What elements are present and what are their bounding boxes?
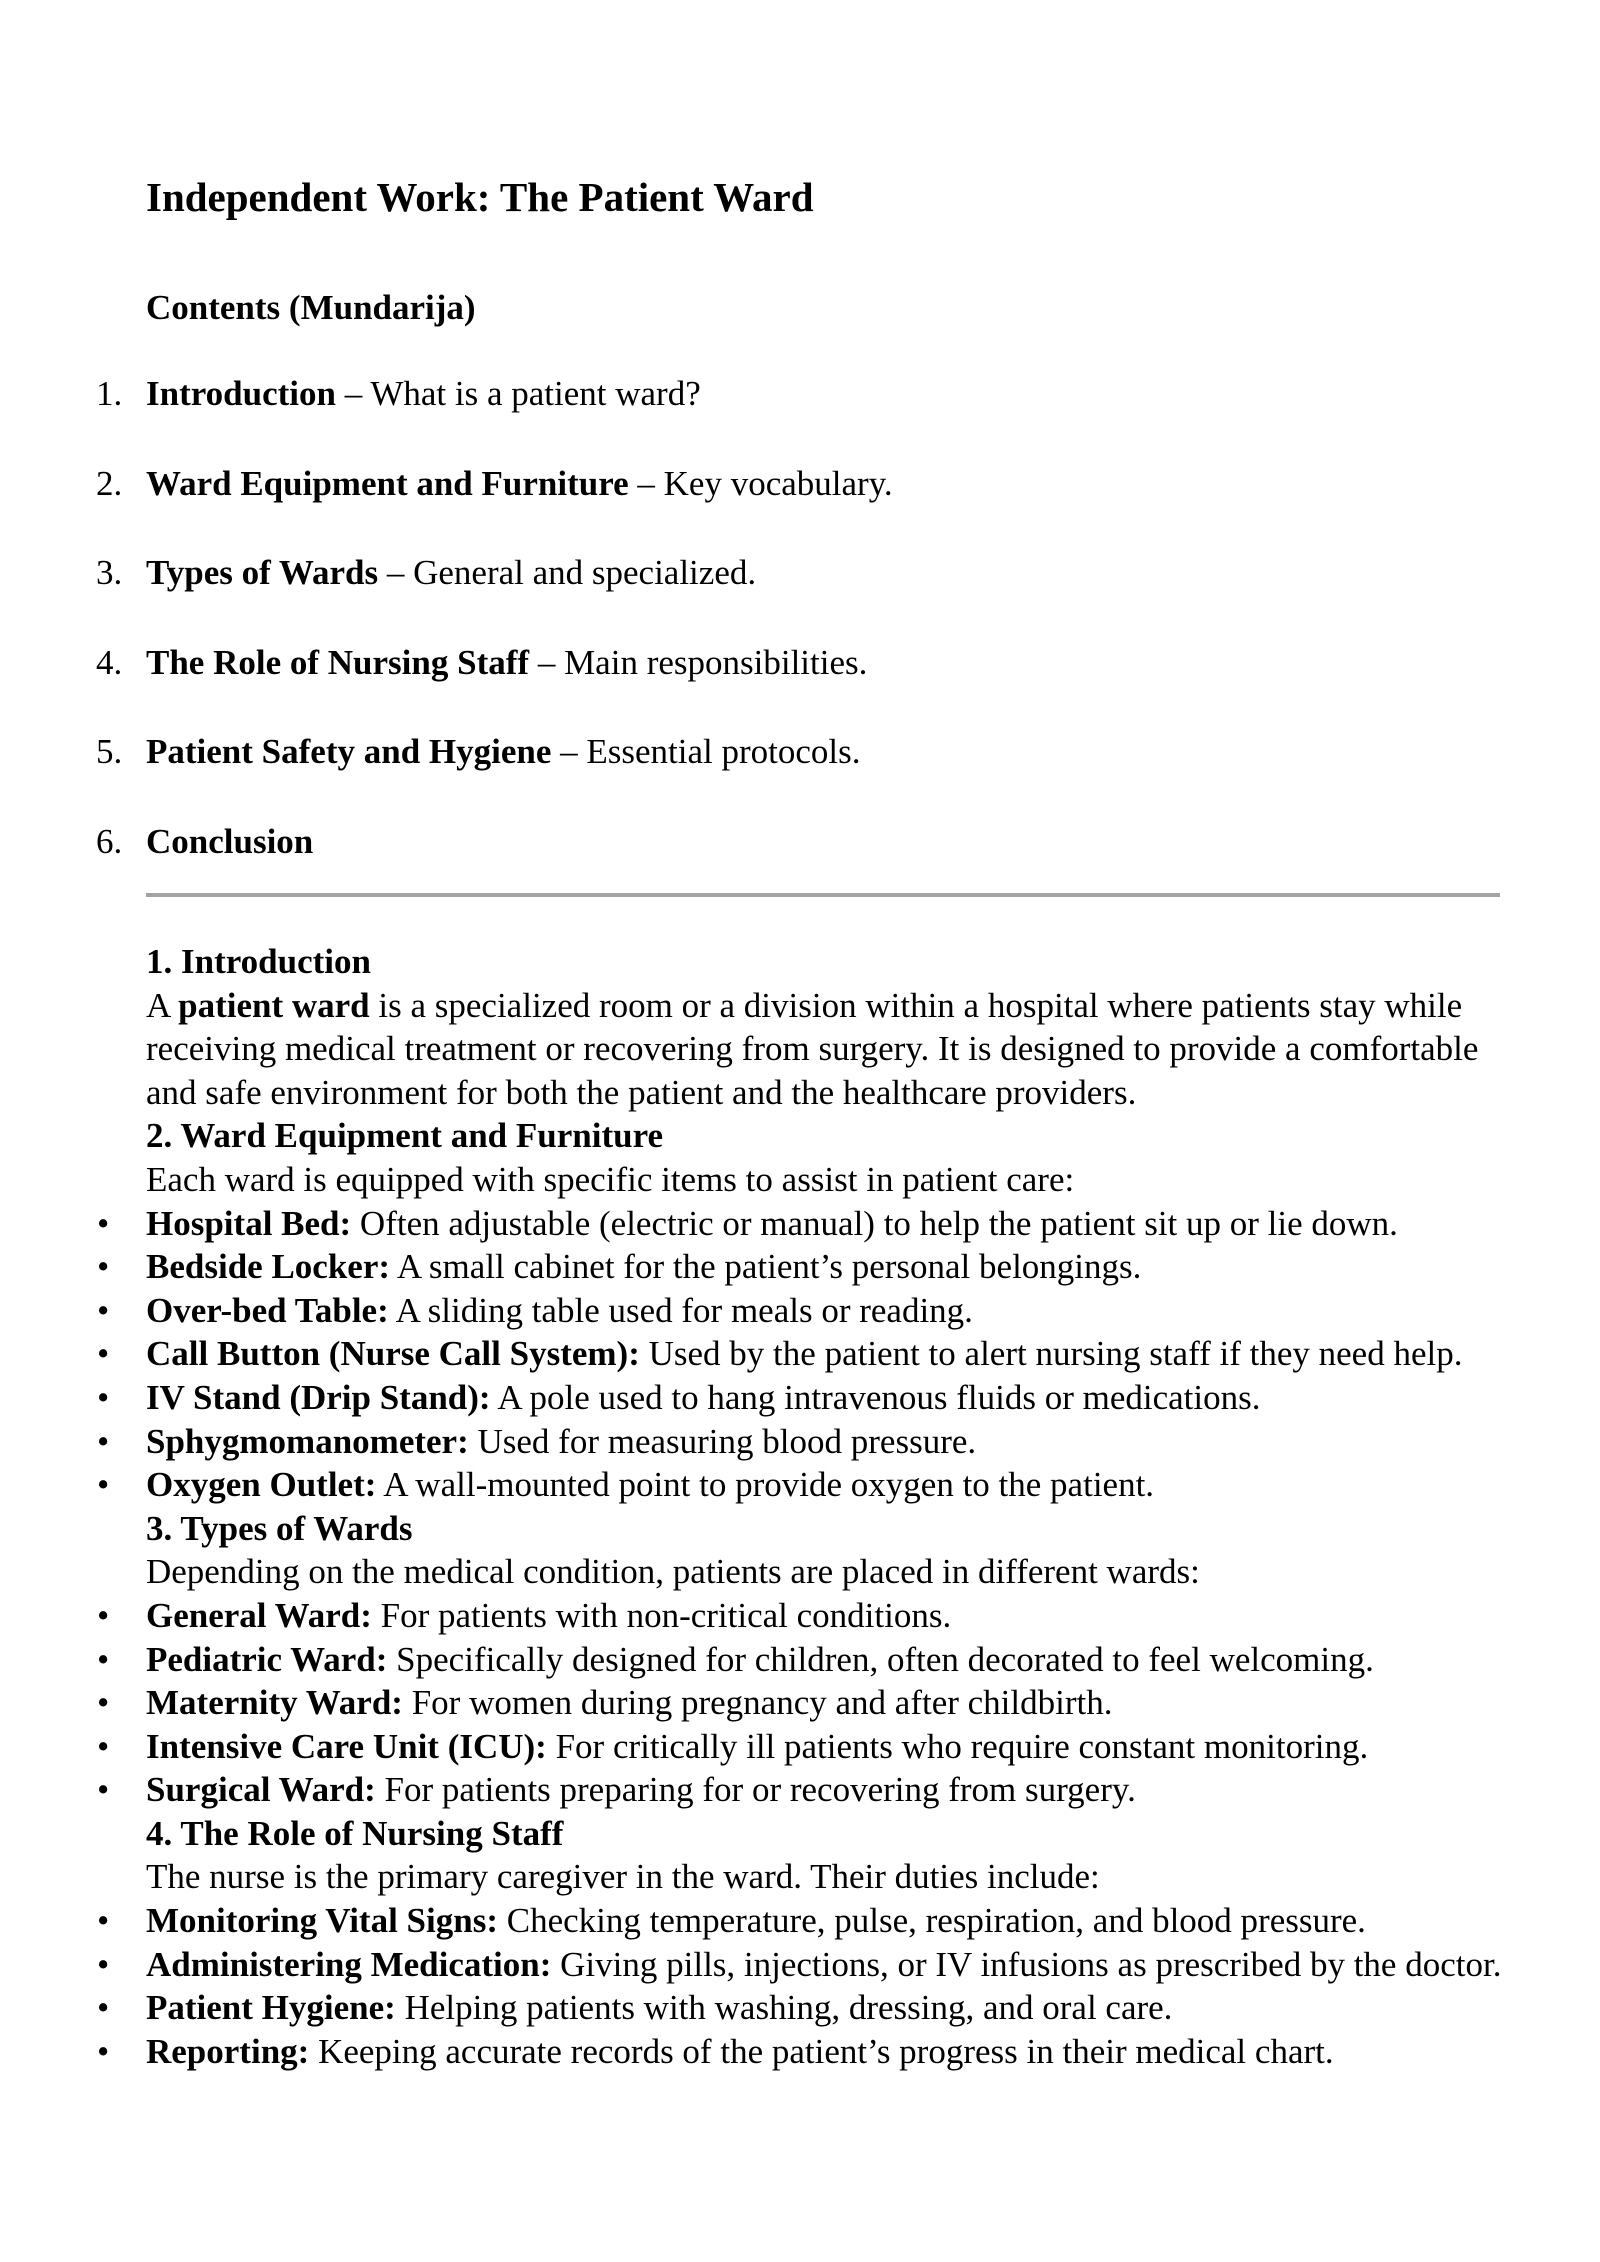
item-description: For patients with non-critical conditions. [371, 1595, 952, 1635]
toc-description: – General and specialized. [378, 553, 757, 592]
toc-item [0, 462, 1600, 552]
item-term: Sphygmomanometer: [146, 1421, 469, 1461]
item-description: Specifically designed for children, often decorated to feel welcoming. [387, 1639, 1374, 1679]
toc-number: 5. [96, 732, 123, 771]
section-heading-nursing: 4. The Role of Nursing Staff [146, 1813, 564, 1853]
toc-number: 2. [96, 463, 123, 503]
item-description: Keeping accurate records of the patient’s progress in their medical chart. [309, 2031, 1334, 2071]
section-heading-introduction: 1. Introduction [146, 942, 371, 981]
item-term: Administering Medication: [146, 1944, 552, 1984]
table-of-contents [0, 372, 1600, 909]
types-list [97, 1594, 1506, 1812]
equipment-intro: Each ward is equipped with specific items to assist in patient care: [146, 1159, 1075, 1199]
toc-title: The Role of Nursing Staff [146, 642, 530, 682]
item-term: Hospital Bed: [146, 1203, 352, 1243]
toc-number: 1. [96, 374, 123, 413]
item-term: Patient Hygiene: [146, 1988, 396, 2028]
toc-title: Ward Equipment and Furniture [146, 463, 629, 503]
toc-title: Types of Wards [146, 553, 379, 592]
intro-text: is a specialized room or a division within a hospital where patients stay while receiving medical treatment or recovering from surgery. It is designed to provide a comfortable and safe environment for both the patient and the healthcare providers. [146, 985, 1479, 1112]
item-term: Bedside Locker: [146, 1247, 391, 1287]
item-description: Helping patients with washing, dressing, and oral care. [395, 1988, 1173, 2028]
toc-description: – Essential protocols. [551, 732, 861, 771]
intro-bold-term: patient ward [178, 985, 370, 1025]
item-description: Used by the patient to alert nursing staff if they need help. [639, 1334, 1463, 1374]
toc-entry [146, 372, 701, 416]
list-item [97, 1202, 1506, 1246]
bullet-icon: • [97, 1770, 110, 1810]
intro-lead: A [146, 985, 179, 1025]
list-item [97, 1420, 1506, 1464]
list-item [97, 1768, 1506, 1812]
bullet-icon: • [97, 1901, 110, 1941]
toc-title: Patient Safety and Hygiene [146, 732, 552, 771]
item-description: For patients preparing for or recovering from surgery. [375, 1770, 1136, 1810]
toc-number: 3. [96, 553, 123, 592]
bullet-icon: • [97, 1639, 110, 1679]
toc-item [0, 641, 1600, 731]
item-description: A small cabinet for the patient’s personal belongings. [390, 1247, 1142, 1287]
item-description: A wall-mounted point to provide oxygen to the patient. [376, 1465, 1155, 1505]
list-item [97, 1725, 1506, 1769]
toc-title: Conclusion [146, 821, 314, 861]
bullet-icon: • [97, 1421, 110, 1461]
item-term: Monitoring Vital Signs: [146, 1901, 498, 1941]
toc-entry [146, 730, 861, 774]
list-item [97, 1289, 1506, 1333]
toc-description: – Key vocabulary. [628, 463, 893, 503]
bullet-icon: • [97, 2031, 110, 2071]
item-term: Call Button (Nurse Call System): [146, 1334, 640, 1374]
item-description: For women during pregnancy and after childbirth. [402, 1683, 1113, 1723]
toc-item [0, 372, 1600, 462]
list-item [97, 1899, 1506, 1943]
toc-entry [146, 551, 756, 595]
list-item [97, 1681, 1506, 1725]
document-body [97, 940, 1506, 2073]
toc-number: 6. [96, 821, 123, 861]
item-term: Oxygen Outlet: [146, 1465, 377, 1505]
bullet-icon: • [97, 1726, 110, 1766]
section-heading-equipment: 2. Ward Equipment and Furniture [146, 1116, 664, 1156]
toc-title: Introduction [146, 374, 336, 413]
item-description: Often adjustable (electric or manual) to help the patient sit up or lie down. [351, 1203, 1398, 1243]
nursing-intro: The nurse is the primary caregiver in the ward. Their duties include: [146, 1857, 1100, 1897]
item-description: Checking temperature, pulse, respiration, and blood pressure. [497, 1901, 1366, 1941]
types-intro: Depending on the medical condition, patients are placed in different wards: [146, 1552, 1200, 1592]
toc-description: – What is a patient ward? [335, 374, 701, 413]
item-term: IV Stand (Drip Stand): [146, 1377, 491, 1417]
item-term: Maternity Ward: [146, 1683, 403, 1723]
item-description: Used for measuring blood pressure. [468, 1421, 977, 1461]
item-term: Pediatric Ward: [146, 1639, 388, 1679]
list-item [97, 1245, 1506, 1289]
bullet-icon: • [97, 1203, 110, 1243]
toc-entry [146, 641, 867, 685]
toc-number: 4. [96, 642, 123, 682]
item-term: Intensive Care Unit (ICU): [146, 1726, 547, 1766]
item-term: Surgical Ward: [146, 1770, 376, 1810]
bullet-icon: • [97, 1988, 110, 2028]
equipment-list [97, 1202, 1506, 1507]
bullet-icon: • [97, 1465, 110, 1505]
item-term: Over-bed Table: [146, 1290, 389, 1330]
item-term: General Ward: [146, 1595, 372, 1635]
list-item [97, 1594, 1506, 1638]
contents-heading: Contents (Mundarija) [146, 288, 476, 327]
item-term: Reporting: [146, 2031, 310, 2071]
list-item [97, 1463, 1506, 1507]
toc-item [0, 551, 1600, 641]
document-title: Independent Work: The Patient Ward [146, 174, 814, 220]
list-item [97, 2030, 1506, 2074]
bullet-icon: • [97, 1290, 110, 1330]
bullet-icon: • [97, 1247, 110, 1287]
toc-entry [146, 820, 313, 864]
list-item [97, 1638, 1506, 1682]
bullet-icon: • [97, 1377, 110, 1417]
introduction-paragraph [146, 984, 1506, 1115]
nursing-list [97, 1899, 1506, 2073]
list-item [97, 1376, 1506, 1420]
bullet-icon: • [97, 1683, 110, 1723]
list-item [97, 1332, 1506, 1376]
bullet-icon: • [97, 1334, 110, 1374]
toc-item [0, 730, 1600, 820]
toc-description: – Main responsibilities. [529, 642, 868, 682]
section-heading-types: 3. Types of Wards [146, 1508, 413, 1548]
list-item [97, 1943, 1506, 1987]
item-description: For critically ill patients who require constant monitoring. [546, 1726, 1369, 1766]
toc-entry [146, 462, 893, 506]
list-item [97, 1986, 1506, 2030]
item-description: A pole used to hang intravenous fluids or medications. [490, 1377, 1261, 1417]
horizontal-divider [146, 893, 1500, 897]
bullet-icon: • [97, 1944, 110, 1984]
item-description: Giving pills, injections, or IV infusions as prescribed by the doctor. [551, 1944, 1502, 1984]
bullet-icon: • [97, 1595, 110, 1635]
item-description: A sliding table used for meals or reading. [388, 1290, 973, 1330]
